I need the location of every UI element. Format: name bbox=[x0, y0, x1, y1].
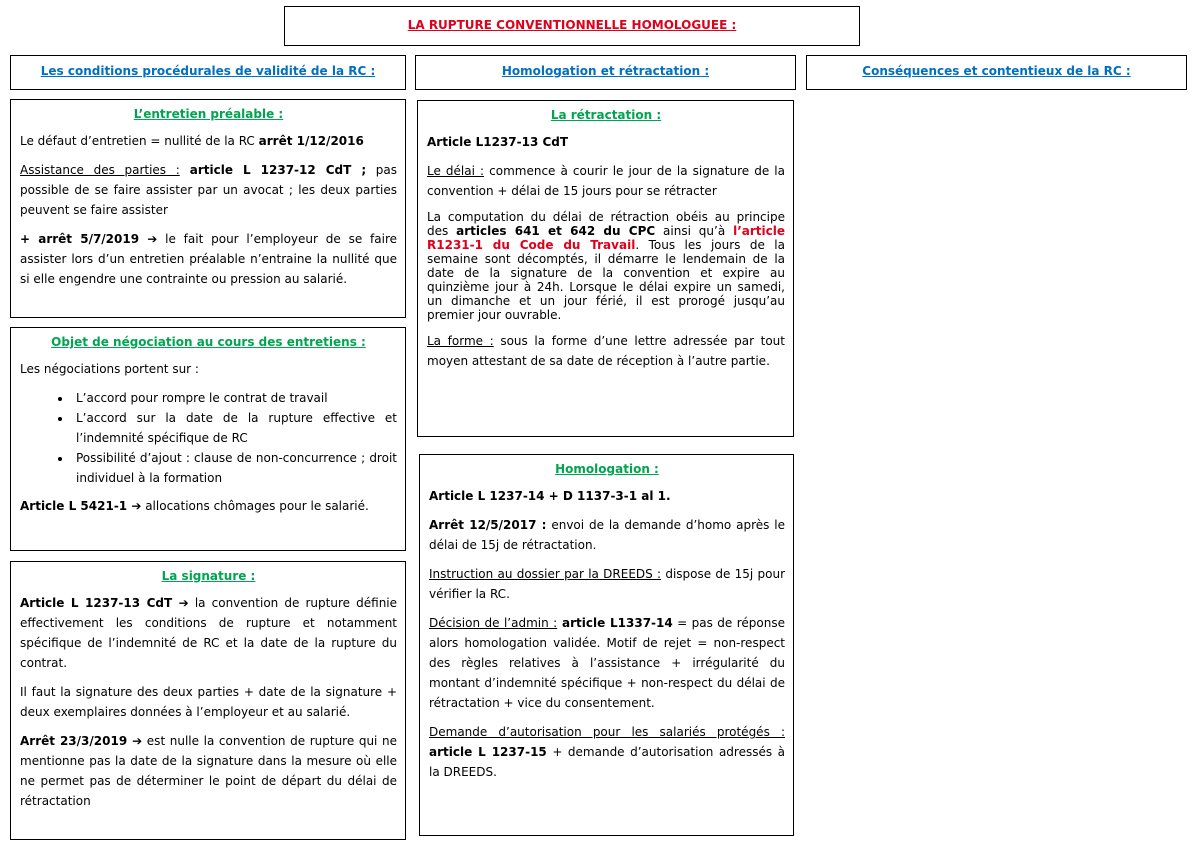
arrow-icon: ➔ bbox=[147, 232, 158, 246]
homologation-instruction: Instruction au dossier par la DREEDS : dispose de 15j pour vérifier la RC. bbox=[429, 567, 786, 601]
list-item: • Possibilité d’ajout : clause de non-concurrence ; droit individuel à la formation bbox=[72, 448, 397, 488]
signature-p2: Il faut la signature des deux parties + date de la signature + deux exemplaires données à l’employeur et au salarié. bbox=[20, 685, 397, 719]
homologation-arret: Arrêt 12/5/2017 : envoi de la demande d’homo après le délai de 15j de rétractation. bbox=[429, 518, 785, 552]
entretien-box bbox=[10, 99, 406, 318]
retractation-delai: Le délai : commence à courir le jour de la signature de la convention + délai de 15 jours pour se rétracter bbox=[427, 164, 785, 198]
homologation-title: Homologation : bbox=[555, 462, 659, 476]
signature-box bbox=[10, 561, 406, 840]
col3-header: Conséquences et contentieux de la RC : bbox=[862, 64, 1131, 78]
retractation-box bbox=[417, 100, 794, 437]
arrow-icon: ➔ bbox=[131, 499, 142, 513]
title-box bbox=[284, 6, 860, 46]
col1-header-box bbox=[10, 55, 406, 90]
objet-intro: Les négociations portent sur : bbox=[20, 362, 199, 376]
homologation-box bbox=[419, 454, 794, 836]
entretien-p1: Le défaut d’entretien = nullité de la RC arrêt 1/12/2016 bbox=[20, 134, 364, 148]
homologation-article: Article L 1237-14 + D 1137-3-1 al 1. bbox=[429, 489, 671, 503]
homologation-decision: Décision de l’admin : article L1337-14 = pas de réponse alors homologation validée. Motif de rejet = non-respect des règles relatives à l’assistance + irrégularité du montant d’indemnité spécifique + non-respect du délai de rétractation + vice du consentement. bbox=[429, 616, 785, 710]
col2-header: Homologation et rétractation : bbox=[501, 64, 710, 78]
signature-title: La signature : bbox=[161, 569, 256, 583]
list-item: • L’accord pour rompre le contrat de travail bbox=[72, 388, 397, 408]
list-item: • L’accord sur la date de la rupture effective et l’indemnité spécifique de RC bbox=[72, 408, 397, 448]
homologation-demande: Demande d’autorisation pour les salariés protégés : article L 1237-15 + demande d’autorisation adressés à la DREEDS. bbox=[429, 725, 786, 779]
objet-article: Article L 5421-1 ➔ allocations chômages pour le salarié. bbox=[20, 499, 369, 513]
entretien-p2: Assistance des parties : article L 1237-12 CdT ; pas possible de se faire assister par un avocat ; les deux parties peuvent se faire assister bbox=[20, 163, 397, 217]
signature-p1: Article L 1237-13 CdT ➔ la convention de rupture définie effectivement les conditions de rupture et notamment spécifique de l’indemnité de RC et la date de la rupture du contrat. bbox=[20, 596, 398, 670]
page-title: LA RUPTURE CONVENTIONNELLE HOMOLOGUEE : bbox=[407, 18, 737, 32]
arrow-icon: ➔ bbox=[132, 734, 143, 748]
signature-p3: Arrêt 23/3/2019 ➔ est nulle la convention de rupture qui ne mentionne pas la date de la signature dans la mesure où elle ne permet pas de déterminer le point de départ du délai de rétractation bbox=[20, 734, 397, 808]
col3-header-box bbox=[806, 55, 1187, 90]
col2-header-box bbox=[415, 55, 796, 90]
objet-list bbox=[20, 388, 397, 488]
arrow-icon: ➔ bbox=[178, 596, 189, 610]
entretien-title: L’entretien préalable : bbox=[133, 107, 284, 121]
retractation-forme: La forme : sous la forme d’une lettre adressée par tout moyen attestant de sa date de réception à l’autre partie. bbox=[427, 334, 785, 368]
objet-box bbox=[10, 327, 406, 551]
retractation-computation: La computation du délai de rétraction obéis au principe des articles 641 et 642 du CPC ainsi qu’à l’article R1231-1 du Code du Travail. Tous les jours de la semaine sont décomptés, il démarre le lendemain de la date de la signature de la convention et expire au quinzième jour à 24h. Lorsque le délai expire un samedi, un dimanche et un jour férié, il est prorogé jusqu’au premier jour ouvrable. bbox=[427, 210, 785, 322]
entretien-p3: + arrêt 5/7/2019 ➔ le fait pour l’employeur de se faire assister lors d’un entretien préalable n’entraine la nullité que si elle engendre une contrainte ou pression au salarié. bbox=[20, 232, 397, 286]
col1-header: Les conditions procédurales de validité de la RC : bbox=[40, 64, 376, 78]
retractation-title: La rétractation : bbox=[550, 108, 662, 122]
retractation-article: Article L1237-13 CdT bbox=[427, 135, 569, 149]
objet-title: Objet de négociation au cours des entretiens : bbox=[51, 335, 366, 349]
